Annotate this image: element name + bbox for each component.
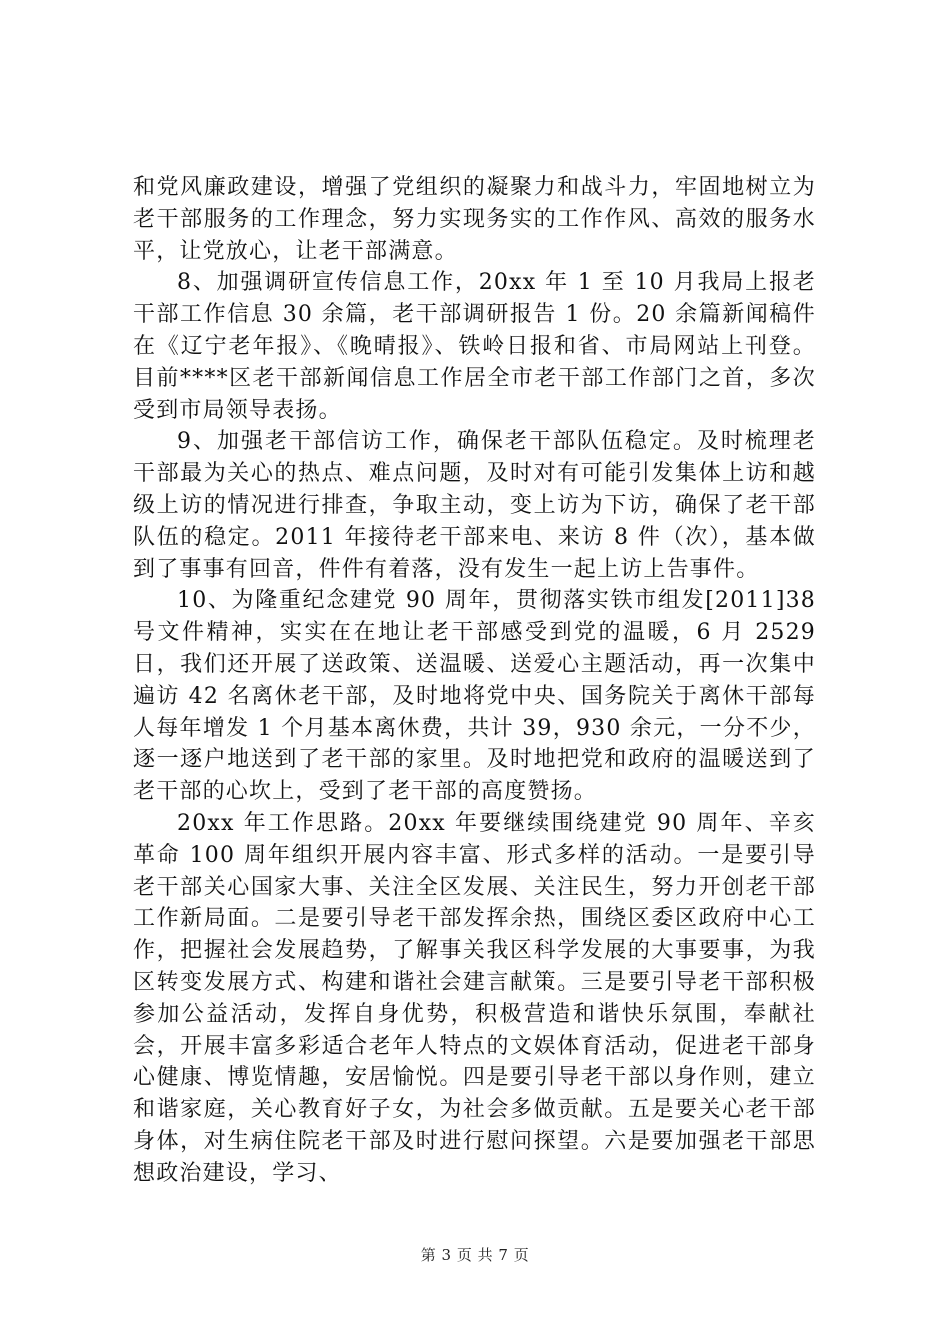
paragraph-continuation: 和党风廉政建设，增强了党组织的凝聚力和战斗力，牢固地树立为老干部服务的工作理念，努力实现务实的工作作风、高效的服务水平，让党放心，让老干部满意。 [133, 175, 816, 264]
paragraph-item-9: 9、加强老干部信访工作，确保老干部队伍稳定。及时梳理老干部最为关心的热点、难点问题，及时对有可能引发集体上访和越级上访的情况进行排查，争取主动，变上访为下访，确保了老干部队伍的稳定。2011 年接待老干部来电、来访 8 件（次），基本做到了事事有回音，件件有着落，没有发生一起上访上告事件。 [133, 429, 816, 582]
paragraph-work-plan: 20xx 年工作思路。20xx 年要继续围绕建党 90 周年、辛亥革命 100 周年组织开展内容丰富、形式多样的活动。一是要引导老干部关心国家大事、关注全区发展、关注民生，努力开创老干部工作新局面。二是要引导老干部发挥余热，围绕区委区政府中心工作，把握社会发展趋势，了解事关我区科学发展的大事要事，为我区转变发展方式、构建和谐社会建言献策。三是要引导老干部积极参加公益活动，发挥自身优势，积极营造和谐快乐氛围，奉献社会，开展丰富多彩适合老年人特点的文娱体育活动，促进老干部身心健康、博览情趣，安居愉悦。四是要引导老干部以身作则，建立和谐家庭，关心教育好子女，为社会多做贡献。五是要关心老干部身体，对生病住院老干部及时进行慰问探望。六是要加强老干部思想政治建设，学习、 [133, 810, 816, 1186]
page-number-footer: 第 3 页 共 7 页 [420, 1246, 530, 1264]
paragraph-item-10: 10、为隆重纪念建党 90 周年，贯彻落实铁市组发[2011]38 号文件精神，实实在在地让老干部感受到党的温暖，6 月 2529 日，我们还开展了送政策、送温暖、送爱心主题活动，再一次集中遍访 42 名离休老干部，及时地将党中央、国务院关于离休干部每人每年增发 1 个月基本离休费，共计 39，930 余元，一分不少，逐一逐户地送到了老干部的家里。及时地把党和政府的温暖送到了老干部的心坎上，受到了老干部的高度赞扬。 [133, 588, 816, 805]
document-body [133, 172, 816, 1190]
paragraph-item-8: 8、加强调研宣传信息工作，20xx 年 1 至 10 月我局上报老干部工作信息 30 余篇，老干部调研报告 1 份。20 余篇新闻稿件在《辽宁老年报》、《晚晴报》、铁岭日报和省、市局网站上刊登。目前****区老干部新闻信息工作居全市老干部工作部门之首，多次受到市局领导表扬。 [133, 270, 816, 423]
